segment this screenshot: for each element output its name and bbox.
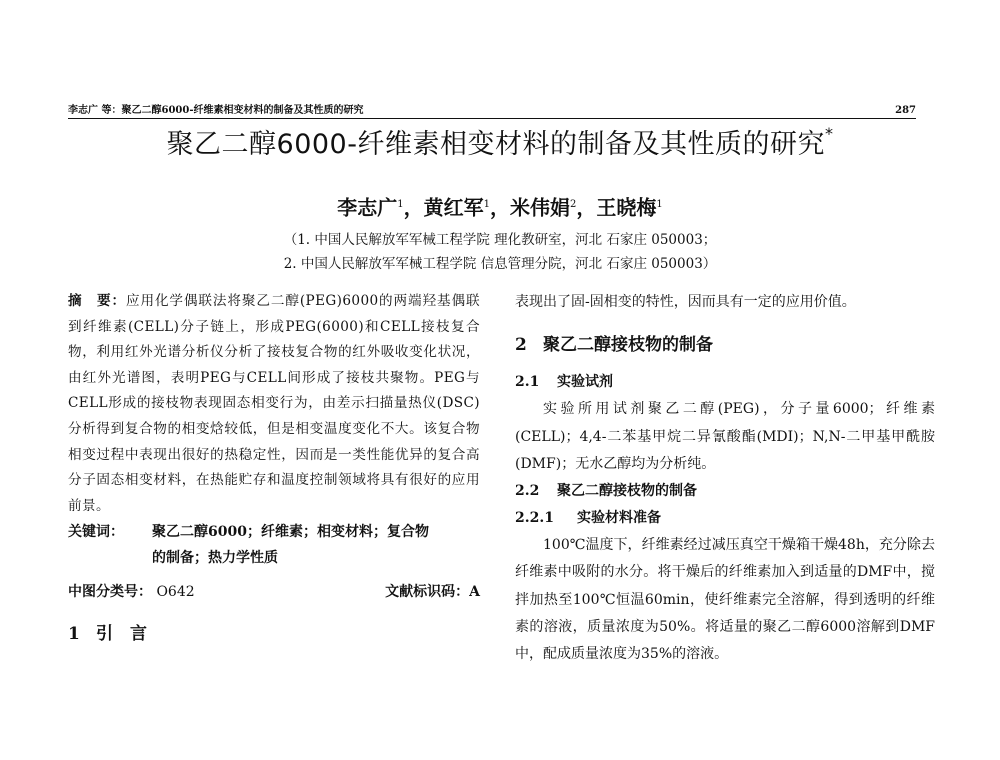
keywords-line-2: 的制备；热力学性质	[152, 550, 278, 567]
author-list	[0, 190, 1000, 223]
section-number: 2	[515, 335, 527, 356]
author-separator: ，	[576, 195, 597, 220]
section-2-heading	[515, 330, 935, 355]
subsection-number: 2.2	[515, 483, 540, 500]
section-title: 聚乙二醇接枝物的制备	[543, 335, 713, 356]
subsection-number: 2.2.1	[515, 510, 554, 527]
clc-value: O642	[156, 584, 195, 601]
subsection-2-2-1-heading	[515, 505, 935, 532]
keywords-line-1: 聚乙二醇6000；纤维素；相变材料；复合物	[152, 524, 429, 541]
author-affiliation-mark: 1	[656, 199, 663, 210]
subsection-2-1-heading	[515, 369, 935, 396]
affiliation-line-2: 2. 中国人民解放军军械工程学院 信息管理分院，河北 石家庄 050003）	[283, 256, 717, 272]
abstract-label: 摘 要：	[68, 293, 126, 309]
subsection-2-2-heading	[515, 478, 935, 505]
document-code: 文献标识码：A	[385, 584, 480, 601]
keywords-label: 关键词：	[68, 524, 124, 541]
running-head-text: 李志广 等：聚乙二醇6000-纤维素相变材料的制备及其性质的研究	[68, 105, 364, 116]
affiliation-line-1: （1. 中国人民解放军军械工程学院 理化教研室，河北 石家庄 050003；	[283, 232, 717, 248]
author-name: 王晓梅	[596, 195, 657, 220]
intro-continuation: 表现出了固-固相变的特性，因而具有一定的应用价值。	[515, 294, 856, 310]
subsection-title: 实验试剂	[557, 374, 613, 391]
subsection-title: 实验材料准备	[577, 510, 661, 527]
right-column	[515, 289, 935, 669]
author-name: 米伟娟	[510, 195, 570, 220]
abstract	[68, 289, 480, 519]
running-head	[68, 104, 916, 119]
keywords	[68, 519, 480, 545]
section-1-heading	[68, 619, 480, 644]
author-name: 李志广	[337, 195, 398, 220]
abstract-text: 应用化学偶联法将聚乙二醇(PEG)6000的两端羟基偶联到纤维素(CELL)分子链上，形成PEG(6000)和CELL接枝复合物，利用红外光谱分析仪分析了接枝复合物的红外吸收变化状况，由红外光谱图，表明PEG与CELL间形成了接枝共聚物。PEG与CELL形成的接枝物表现固态相变行为，由差示扫描量热仪(DSC)分析得到复合物的相变焓较低，但是相变温度变化不大。该复合物相变过程中表现出很好的热稳定性，因而是一类性能优异的复合高分子固态相变材料，在热能贮存和温度控制领域将具有很好的应用前景。	[68, 293, 480, 514]
subsection-number: 2.1	[515, 374, 540, 391]
author-affiliation-mark: 1	[483, 199, 490, 210]
classification-row	[68, 579, 480, 605]
section-title: 引 言	[96, 624, 147, 645]
subsection-2-1-text: 实验所用试剂聚乙二醇(PEG)，分子量6000；纤维素(CELL)；4,4-二苯基甲烷二异氰酸酯(MDI)；N,N-二甲基甲酰胺(DMF)；无水乙醇均为分析纯。	[515, 401, 935, 472]
section-number: 1	[68, 624, 80, 645]
subsection-2-2-1-text: 100℃温度下，纤维素经过减压真空干燥箱干燥48h，充分除去纤维素中吸附的水分。将干燥后的纤维素加入到适量的DMF中，搅拌加热至100℃恒温60min，使纤维素完全溶解，得到透明的纤维素的溶液，质量浓度为50%。将适量的聚乙二醇6000溶解到DMF中，配成质量浓度为35%的溶液。	[515, 537, 935, 663]
author-name: 黄红军	[423, 195, 484, 220]
paper-title-text: 聚乙二醇6000-纤维素相变材料的制备及其性质的研究	[166, 129, 825, 160]
keywords-continuation	[68, 545, 480, 571]
left-column	[68, 289, 480, 644]
author-affiliation-mark: 1	[397, 199, 404, 210]
paper-title	[0, 118, 1000, 165]
author-separator: ，	[490, 195, 510, 220]
author-affiliation-mark: 2	[570, 199, 577, 210]
author-separator: ，	[403, 195, 424, 220]
title-footnote-mark: *	[824, 124, 834, 143]
clc-label: 中图分类号：	[68, 584, 152, 601]
page-number: 287	[895, 105, 916, 116]
subsection-title: 聚乙二醇接枝物的制备	[557, 483, 697, 500]
